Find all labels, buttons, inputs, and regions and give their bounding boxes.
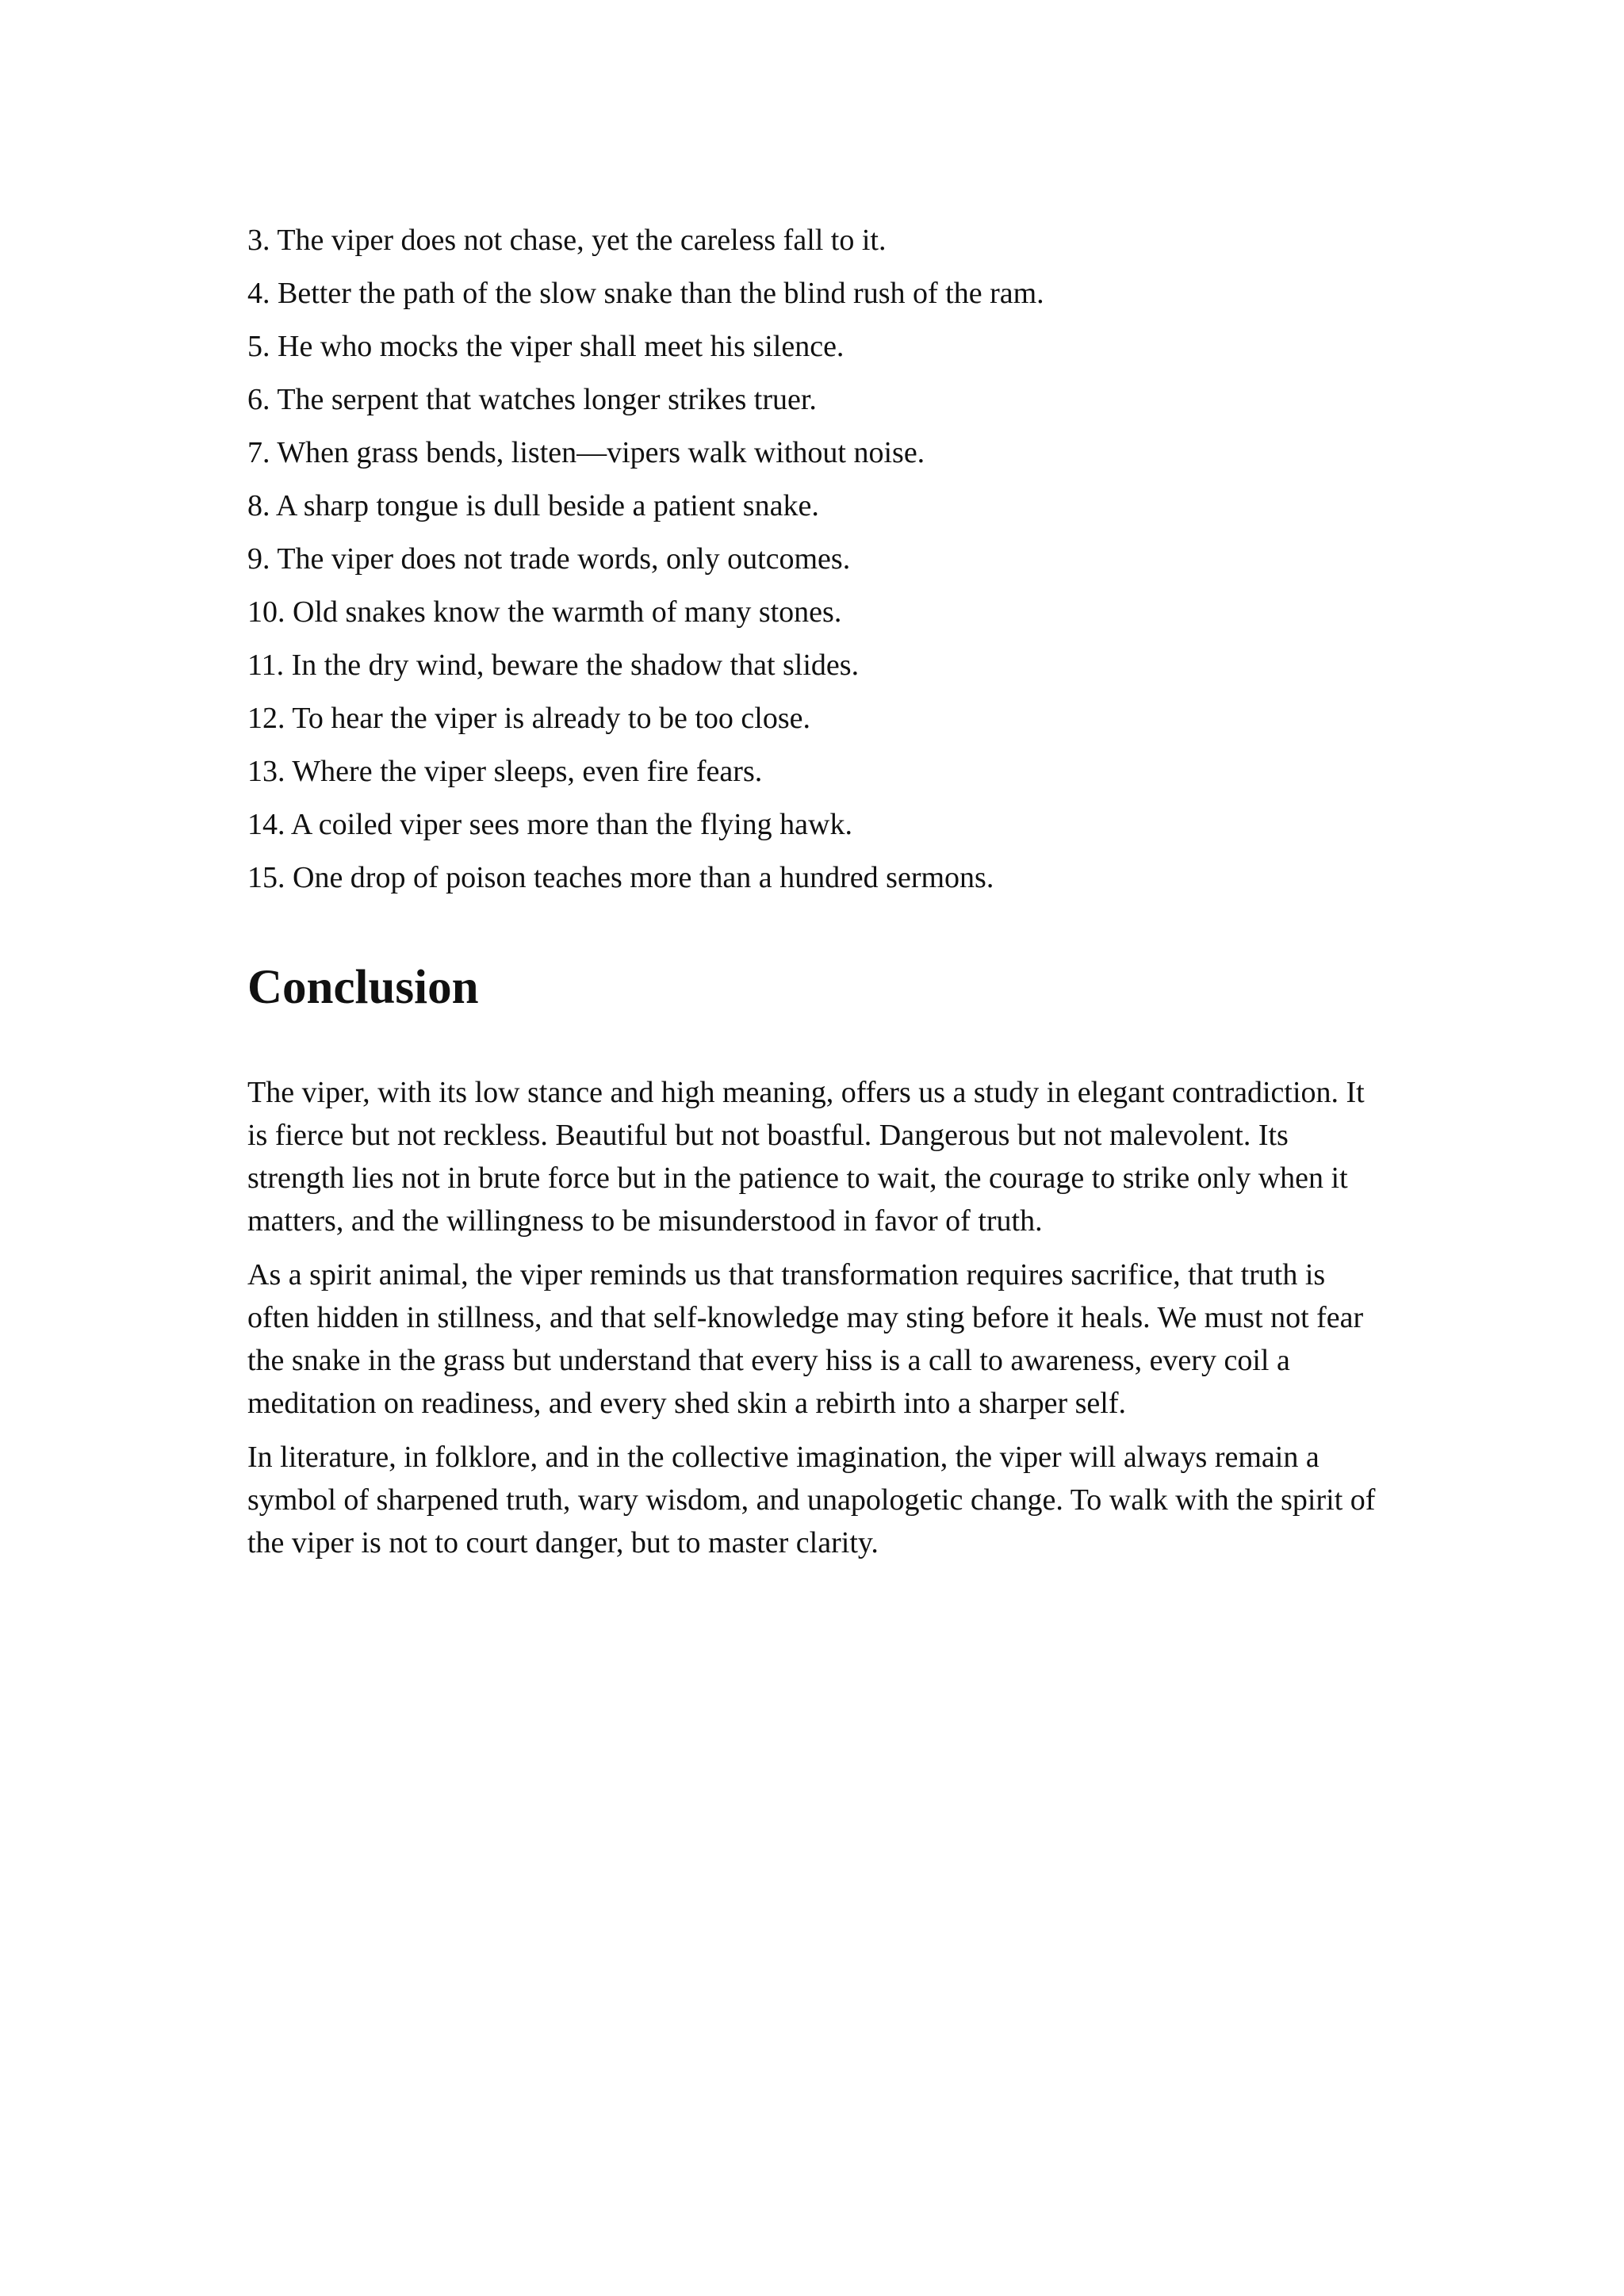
proverb-item: 3. The viper does not chase, yet the careless fall to it. [247, 224, 887, 257]
proverb-item: 6. The serpent that watches longer strikes truer. [247, 383, 817, 416]
proverb-item: 12. To hear the viper is already to be too close. [247, 702, 810, 735]
proverb-item: 10. Old snakes know the warmth of many stones. [247, 595, 842, 629]
proverb-item: 4. Better the path of the slow snake than the blind rush of the ram. [247, 277, 1044, 310]
document-page [247, 214, 1389, 1575]
proverb-list [247, 214, 1389, 905]
proverb-item: 9. The viper does not trade words, only outcomes. [247, 542, 851, 576]
proverb-item: 7. When grass bends, listen—vipers walk without noise. [247, 436, 925, 469]
proverb-item: 13. Where the viper sleeps, even fire fears. [247, 755, 763, 788]
proverb-item: 5. He who mocks the viper shall meet his silence. [247, 330, 845, 363]
proverb-item: 15. One drop of poison teaches more than a hundred sermons. [247, 861, 994, 894]
conclusion-paragraph: The viper, with its low stance and high meaning, offers us a study in elegant contradiction. It is fierce but not reckless. Beautiful but not boastful. Dangerous but not malevolent. Its strength lies not in brute force but in the patience to wait, the courage to strike only when it matters, and the willingness to be misunderstood in favor of truth. [247, 1076, 1365, 1238]
proverb-item: 14. A coiled viper sees more than the flying hawk. [247, 808, 852, 841]
conclusion-paragraph: In literature, in folklore, and in the collective imagination, the viper will always remain a symbol of sharpened truth, wary wisdom, and unapologetic change. To walk with the spirit of the viper is not to court danger, but to master clarity. [247, 1441, 1376, 1559]
conclusion-body [247, 1071, 1389, 1564]
proverb-item: 11. In the dry wind, beware the shadow that slides. [247, 649, 860, 682]
conclusion-paragraph: As a spirit animal, the viper reminds us that transformation requires sacrifice, that truth is often hidden in stillness, and that self-knowledge may sting before it heals. We must not fear the snake in the grass but understand that every hiss is a call to awareness, every coil a meditation on readiness, and every shed skin a rebirth into a sharper self. [247, 1258, 1364, 1420]
conclusion-heading: Conclusion [247, 961, 479, 1014]
proverb-item: 8. A sharp tongue is dull beside a patient snake. [247, 489, 819, 522]
